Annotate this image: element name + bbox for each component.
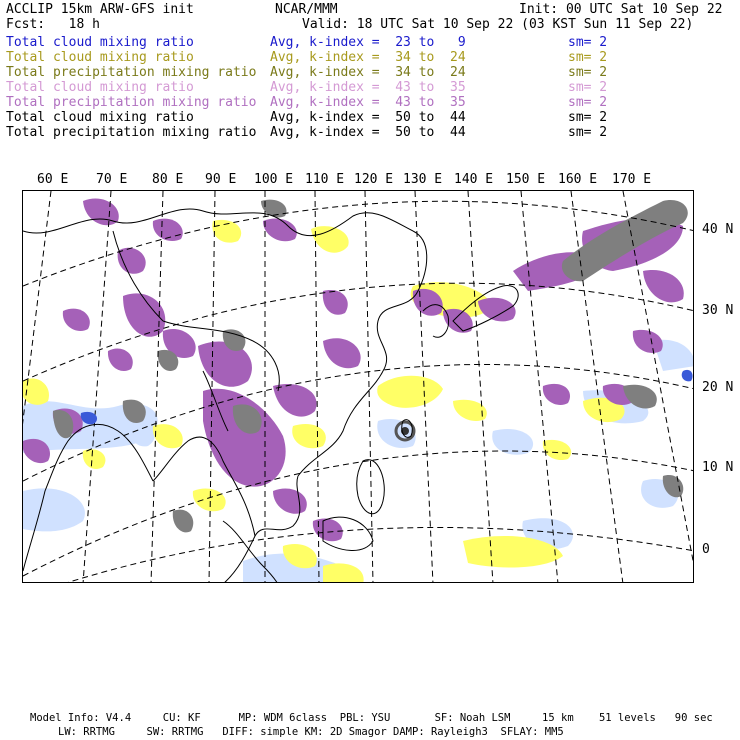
model-info-line2: LW: RRTMG SW: RRTMG DIFF: simple KM: 2D Smagor DAMP: Rayleigh3 SFLAY: MM5 [58, 726, 564, 738]
valid-time: Valid: 18 UTC Sat 10 Sep 22 (03 KST Sun 11 Sep 22) [302, 17, 694, 32]
lon-label: 120 E [354, 172, 394, 187]
field-smoothing: sm= 2 [568, 125, 608, 140]
map-panel [22, 190, 694, 583]
lon-label: 60 E [37, 172, 69, 187]
field-smoothing: sm= 2 [568, 80, 608, 95]
init-time: Init: 00 UTC Sat 10 Sep 22 [519, 2, 723, 17]
field-name: Total cloud mixing ratio [6, 50, 194, 65]
field-kindex: Avg, k-index = 23 to 9 [270, 35, 466, 50]
field-smoothing: sm= 2 [568, 65, 608, 80]
lon-label: 70 E [96, 172, 128, 187]
org-label: NCAR/MMM [275, 2, 338, 17]
field-kindex: Avg, k-index = 43 to 35 [270, 95, 466, 110]
light-cloud-layer [23, 340, 694, 583]
field-kindex: Avg, k-index = 50 to 44 [270, 110, 466, 125]
field-smoothing: sm= 2 [568, 110, 608, 125]
field-smoothing: sm= 2 [568, 95, 608, 110]
field-kindex: Avg, k-index = 50 to 44 [270, 125, 466, 140]
field-name: Total cloud mixing ratio [6, 110, 194, 125]
field-name: Total cloud mixing ratio [6, 80, 194, 95]
field-name: Total precipitation mixing ratio [6, 95, 257, 110]
field-name: Total cloud mixing ratio [6, 35, 194, 50]
field-smoothing: sm= 2 [568, 50, 608, 65]
lon-label: 140 E [454, 172, 494, 187]
lon-label: 150 E [506, 172, 546, 187]
model-title: ACCLIP 15km ARW-GFS init [6, 2, 194, 17]
field-smoothing: sm= 2 [568, 35, 608, 50]
field-kindex: Avg, k-index = 34 to 24 [270, 50, 466, 65]
lon-label: 130 E [403, 172, 443, 187]
lat-label: 0 [702, 542, 710, 557]
lon-label: 170 E [612, 172, 652, 187]
field-name: Total precipitation mixing ratio [6, 125, 257, 140]
gray-cloud-layer [53, 200, 688, 533]
map-canvas [23, 191, 694, 583]
forecast-hour: Fcst: 18 h [6, 17, 100, 32]
lat-label: 40 N [702, 222, 734, 237]
lat-label: 10 N [702, 460, 734, 475]
lat-label: 20 N [702, 380, 734, 395]
model-info-line1: Model Info: V4.4 CU: KF MP: WDM 6class PBL: YSU SF: Noah LSM 15 km 51 levels 90 sec [30, 712, 713, 724]
field-name: Total precipitation mixing ratio [6, 65, 257, 80]
field-kindex: Avg, k-index = 34 to 24 [270, 65, 466, 80]
lon-label: 90 E [205, 172, 237, 187]
lon-label: 110 E [305, 172, 345, 187]
coastline [23, 209, 518, 583]
lon-label: 160 E [558, 172, 598, 187]
field-kindex: Avg, k-index = 43 to 35 [270, 80, 466, 95]
lat-label: 30 N [702, 303, 734, 318]
lon-label: 100 E [254, 172, 294, 187]
lon-label: 80 E [152, 172, 184, 187]
